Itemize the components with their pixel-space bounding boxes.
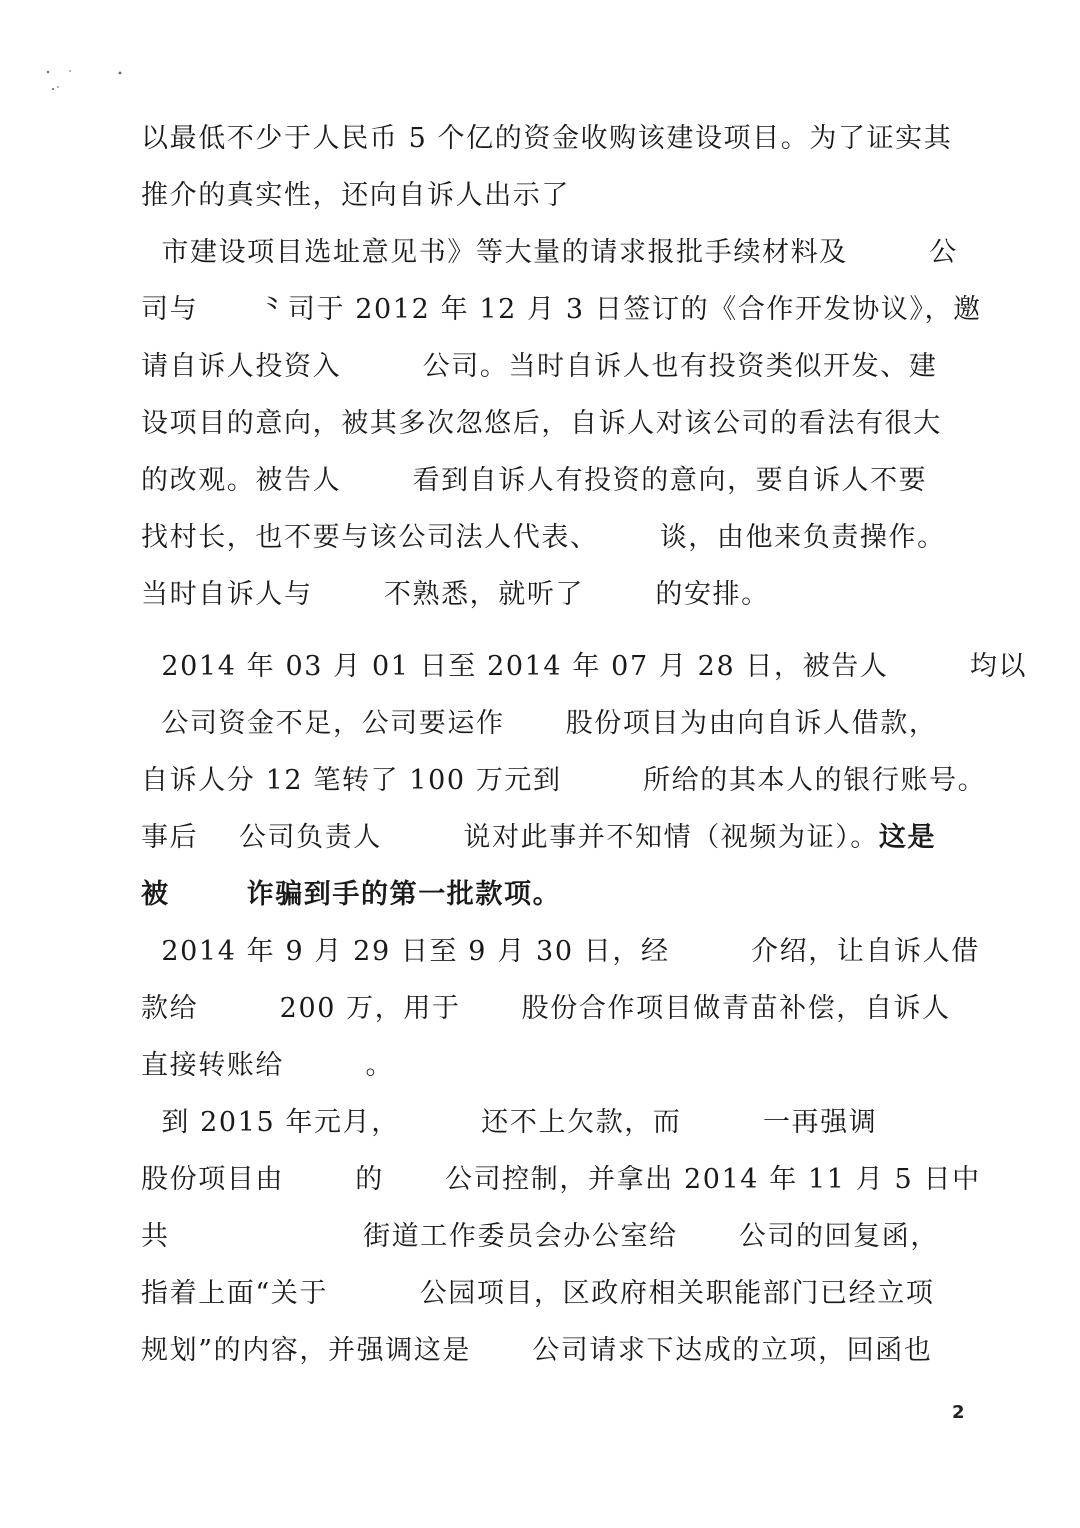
text-line: 指着上面“关于 公园项目，区政府相关职能部门已经立项 xyxy=(141,1278,935,1309)
bold-emphasis: 这是 xyxy=(878,822,937,853)
text-line: 请自诉人投资入 公司。当时自诉人也有投资类似开发、建 xyxy=(141,351,938,382)
text-line-bold: 被 诈骗到手的第一批款项。 xyxy=(141,879,562,910)
text-line: 2014 年 9 月 29 日至 9 月 30 日，经 介绍，让自诉人借 xyxy=(141,936,980,967)
text-line: 2014 年 03 月 01 日至 2014 年 07 月 28 日，被告人 均以 xyxy=(141,651,1028,682)
text-line: 的改观。被告人 看到自诉人有投资的意向，要自诉人不要 xyxy=(141,465,928,496)
text-line: 到 2015 年元月， 还不上欠款，而 一再强调 xyxy=(141,1107,878,1138)
text-line: 找村长，也不要与该公司法人代表、 谈，由他来负责操作。 xyxy=(141,522,946,553)
text-line: 以最低不少于人民币 5 个亿的资金收购该建设项目。为了证实其 xyxy=(141,123,953,154)
text-line: 当时自诉人与 不熟悉，就听了 的安排。 xyxy=(141,579,770,610)
text-line: 共 街道工作委员会办公室给 公司的回复函， xyxy=(141,1221,939,1252)
text-line: 规划”的内容，并强调这是 公司请求下达成的立项，回函也 xyxy=(141,1335,933,1366)
text-line: 司与 ⺀司于 2012 年 12 月 3 日签订的《合作开发协议》，邀 xyxy=(141,294,982,325)
text-line: 款给 200 万，用于 股份合作项目做青苗补偿，自诉人 xyxy=(141,993,951,1024)
text-line: 设项目的意向，被其多次忽悠后，自诉人对该公司的看法有很大 xyxy=(141,408,942,439)
page-number: 2 xyxy=(952,1402,965,1423)
scan-speck-marks xyxy=(40,66,130,96)
text-line: 推介的真实性，还向自诉人出示了 xyxy=(141,180,570,211)
text-line: 直接转账给 。 xyxy=(141,1050,395,1081)
text-line: 事后 公司负责人 说对此事并不知情（视频为证）。这是 xyxy=(141,822,937,853)
text-line: 公司资金不足，公司要运作 股份项目为由向自诉人借款， xyxy=(141,708,938,739)
text-line: 市建设项目选址意见书》等大量的请求报批手续材料及 公 xyxy=(141,237,958,268)
text-line: 股份项目由 的 公司控制，并拿出 2014 年 11 月 5 日中 xyxy=(141,1164,981,1195)
text-line: 自诉人分 12 笔转了 100 万元到 所给的其本人的银行账号。 xyxy=(141,765,987,796)
